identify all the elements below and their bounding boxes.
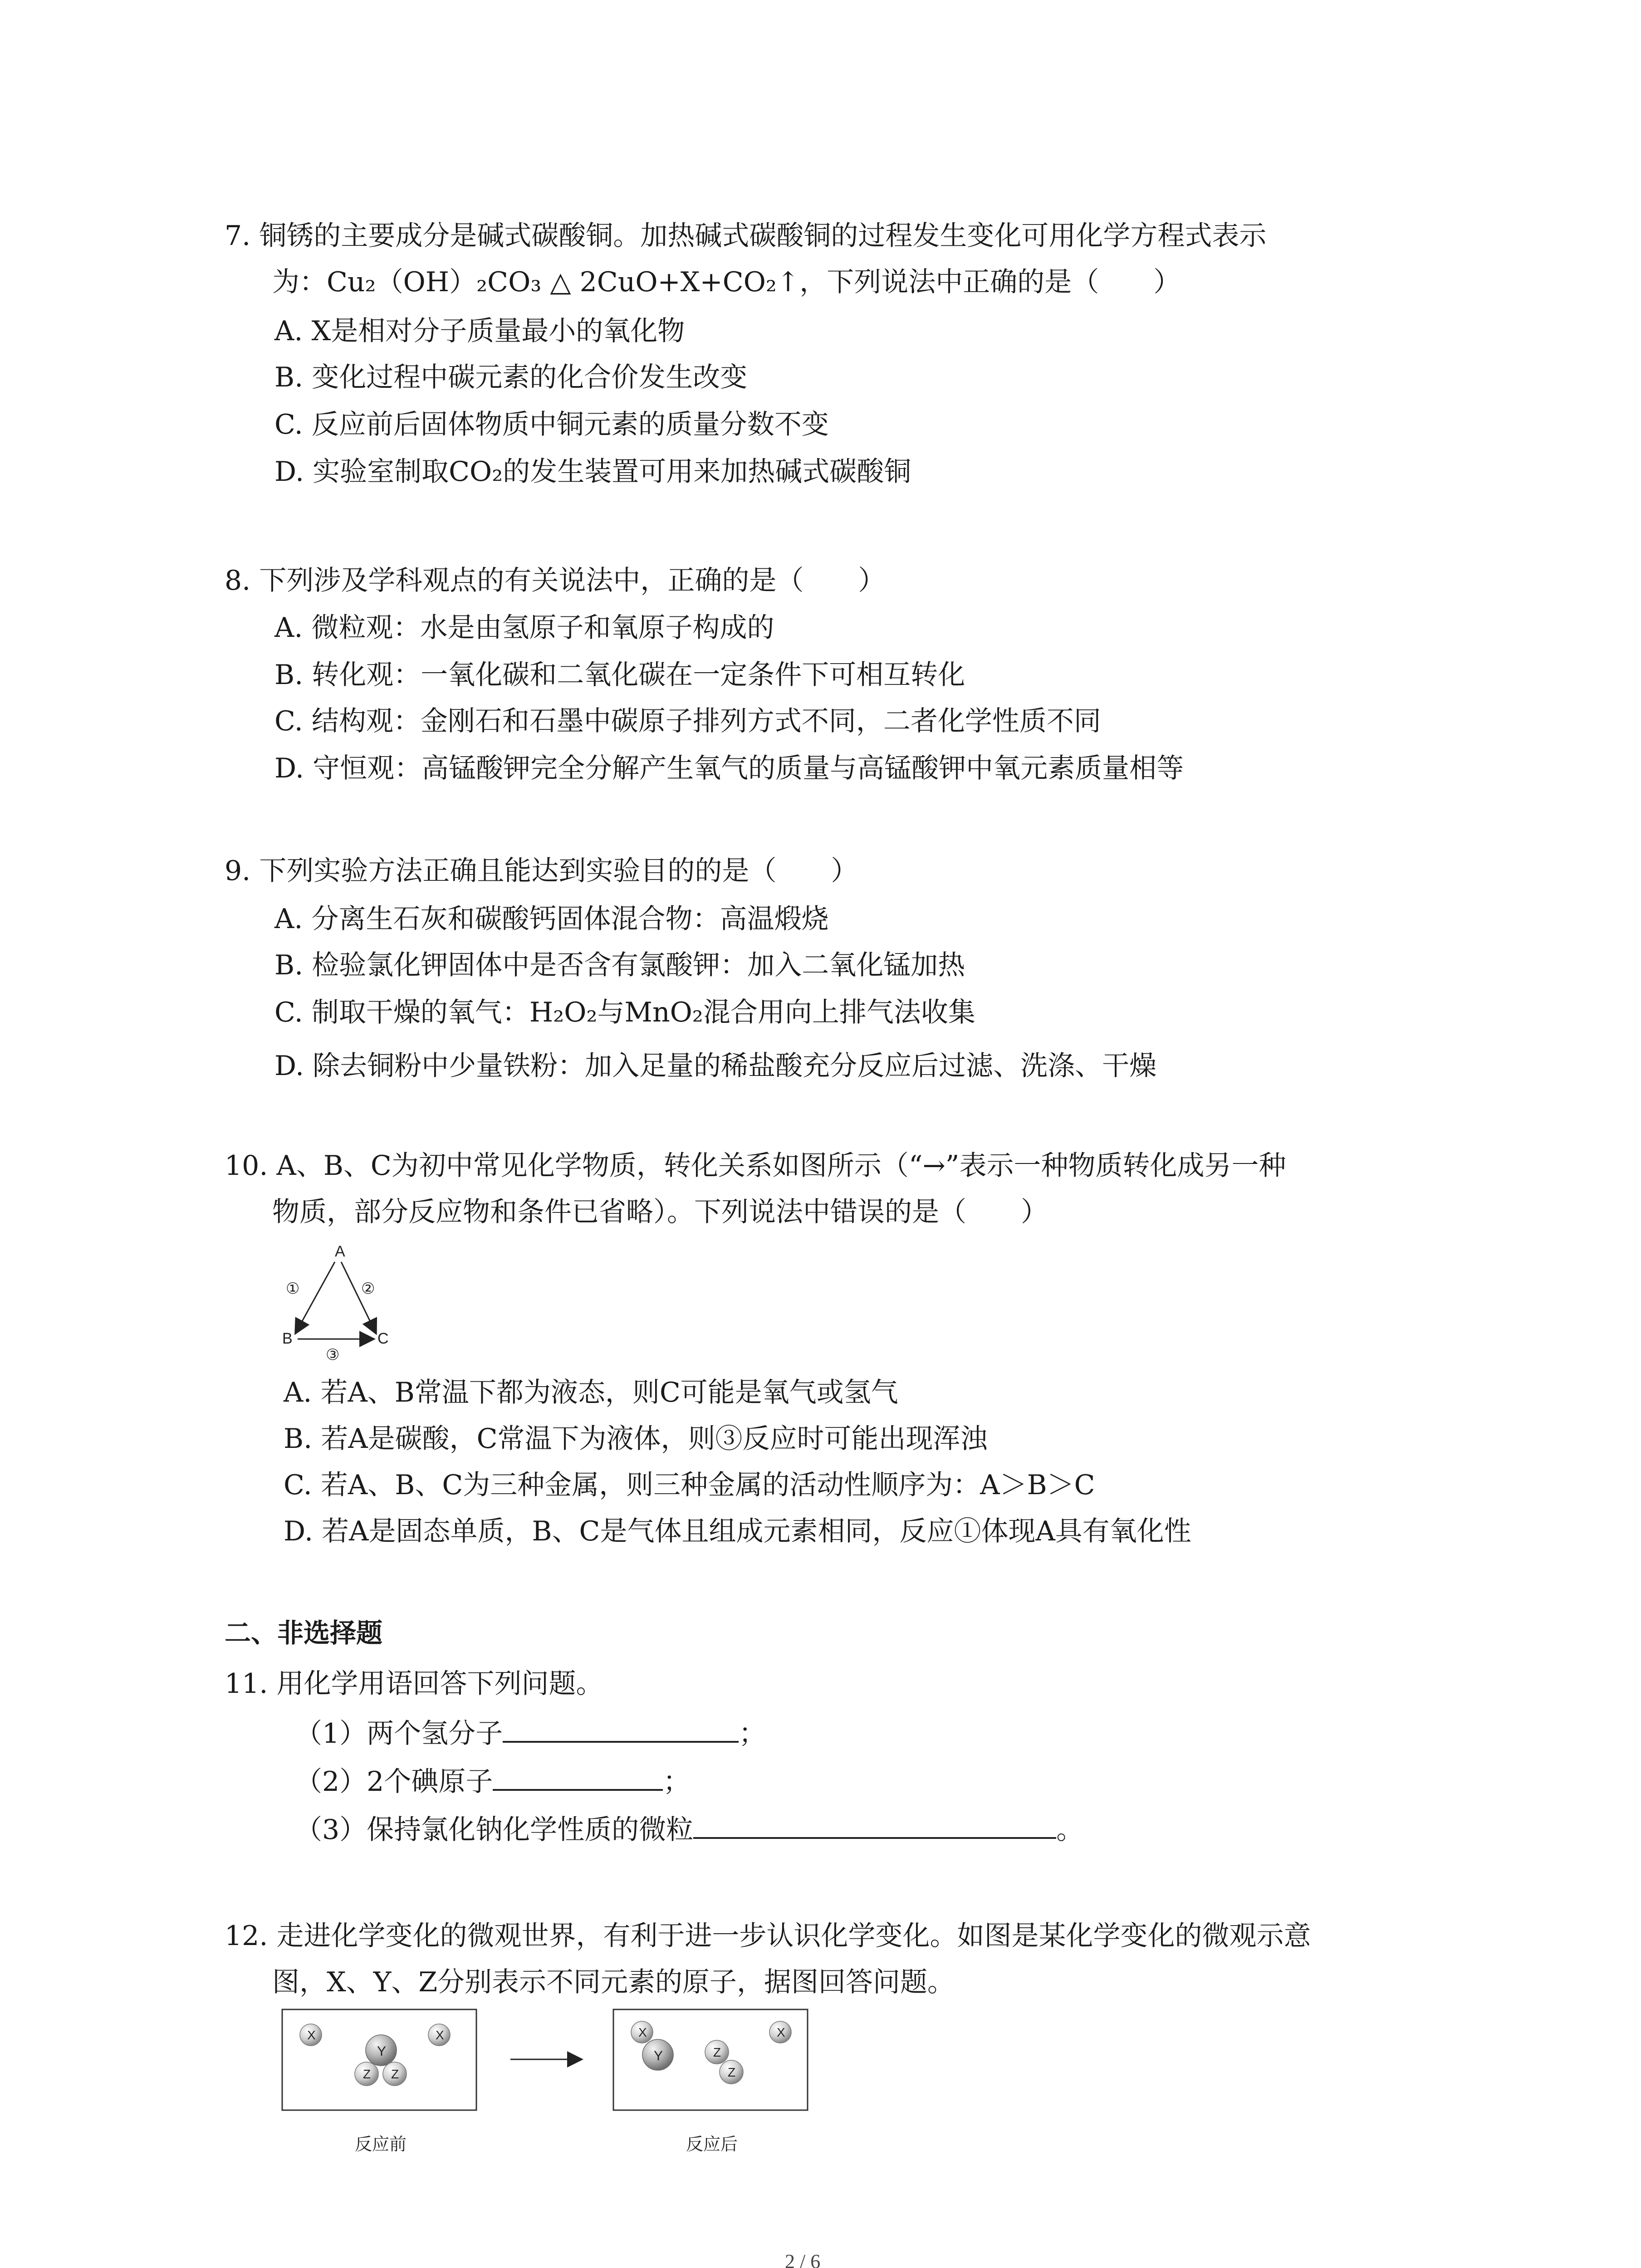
q11-answer-blank-3[interactable] [693,1811,1056,1839]
q12-micro-diagram [272,2005,835,2186]
q11-item-3-end: 。 [1056,1814,1084,1846]
q11-item-2-end: ； [663,1766,691,1798]
q8-option-b[interactable]: B. 转化观：一氧化碳和二氧化碳在一定条件下可相互转化 [274,659,965,691]
q10-triangle-diagram [272,1238,408,1365]
q7-option-d[interactable]: D. 实验室制取CO₂的发生装置可用来加热碱式碳酸铜 [274,456,911,488]
svg-text:Z: Z [363,2067,371,2081]
q10-option-c[interactable]: C. 若A、B、C为三种金属，则三种金属的活动性顺序为：A＞B＞C [284,1469,1095,1501]
q11-item-3-label: （3）保持氯化钠化学性质的微粒 [295,1814,694,1846]
q11-item-1-end: ； [739,1718,766,1750]
svg-text:X: X [638,2025,647,2039]
q11-answer-blank-2[interactable] [493,1763,663,1791]
svg-text:Y: Y [377,2044,387,2059]
q8-option-a[interactable]: A. 微粒观：水是由氢原子和氧原子构成的 [274,612,774,644]
q10-option-a[interactable]: A. 若A、B常温下都为液态，则C可能是氧气或氢气 [284,1377,898,1408]
svg-text:Z: Z [391,2067,399,2081]
q11-item-1 [295,1715,766,1752]
svg-text:X: X [307,2028,316,2042]
page-number: 2 / 6 [785,2250,821,2268]
q10-stem-line1: 10. A、B、C为初中常见化学物质，转化关系如图所示（“→”表示一种物质转化成另一种 [225,1150,1286,1182]
q9-option-d[interactable]: D. 除去铜粉中少量铁粉：加入足量的稀盐酸充分反应后过滤、洗涤、干燥 [274,1050,1157,1082]
q10-stem-line2: 物质，部分反应物和条件已省略）。下列说法中错误的是（ ） [272,1196,1048,1228]
svg-text:Z: Z [713,2045,721,2059]
q9-option-b[interactable]: B. 检验氯化钾固体中是否含有氯酸钾：加入二氧化锰加热 [274,949,965,981]
q7-option-a[interactable]: A. X是相对分子质量最小的氧化物 [274,315,685,347]
svg-text:Z: Z [728,2065,736,2079]
reaction-2-label: ② [361,1280,375,1297]
q11-item-3 [295,1811,1083,1848]
arrow-a-to-c [341,1262,376,1333]
reaction-3-label: ③ [326,1346,340,1364]
q11-item-1-label: （1）两个氢分子 [295,1718,503,1750]
q12-stem-line2: 图，X、Y、Z分别表示不同元素的原子，据图回答问题。 [272,1966,955,1998]
section-heading: 二、非选择题 [225,1618,383,1648]
before-caption: 反应前 [355,2135,407,2154]
q9-stem: 9. 下列实验方法正确且能达到实验目的的是（ ） [225,855,858,887]
q11-item-2-label: （2）2个碘原子 [295,1766,493,1798]
q11-answer-blank-1[interactable] [503,1715,739,1743]
q7-option-b[interactable]: B. 变化过程中碳元素的化合价发生改变 [274,362,748,393]
after-caption: 反应后 [686,2135,738,2154]
q9-option-c[interactable]: C. 制取干燥的氧气：H₂O₂与MnO₂混合用向上排气法收集 [274,997,975,1028]
q11-item-2 [295,1763,690,1800]
q7-option-c[interactable]: C. 反应前后固体物质中铜元素的质量分数不变 [274,409,829,440]
q8-stem: 8. 下列涉及学科观点的有关说法中，正确的是（ ） [225,565,886,596]
q8-option-c[interactable]: C. 结构观：金刚石和石墨中碳原子排列方式不同，二者化学性质不同 [274,705,1101,737]
q10-option-d[interactable]: D. 若A是固态单质，B、C是气体且组成元素相同，反应①体现A具有氧化性 [284,1515,1191,1547]
q11-stem: 11. 用化学用语回答下列问题。 [225,1668,603,1700]
q8-option-d[interactable]: D. 守恒观：高锰酸钾完全分解产生氧气的质量与高锰酸钾中氧元素质量相等 [274,753,1184,784]
q7-stem-line1: 7. 铜锈的主要成分是碱式碳酸铜。加热碱式碳酸铜的过程发生变化可用化学方程式表示 [225,220,1267,252]
node-c-label: C [377,1330,389,1347]
q9-option-a[interactable]: A. 分离生石灰和碳酸钙固体混合物：高温煅烧 [274,903,829,935]
node-b-label: B [282,1330,293,1347]
svg-text:X: X [436,2028,444,2042]
node-a-label: A [335,1243,345,1260]
reaction-1-label: ① [286,1280,300,1297]
svg-text:X: X [777,2025,785,2039]
q7-stem-line2: 为：Cu₂（OH）₂CO₃ △ 2CuO+X+CO₂↑，下列说法中正确的是（ ） [272,266,1181,298]
q12-stem-line1: 12. 走进化学变化的微观世界，有利于进一步认识化学变化。如图是某化学变化的微观示意 [225,1920,1311,1952]
q10-option-b[interactable]: B. 若A是碳酸，C常温下为液体，则③反应时可能出现浑浊 [284,1423,988,1455]
svg-text:Y: Y [654,2048,663,2063]
arrow-a-to-b [296,1262,335,1333]
